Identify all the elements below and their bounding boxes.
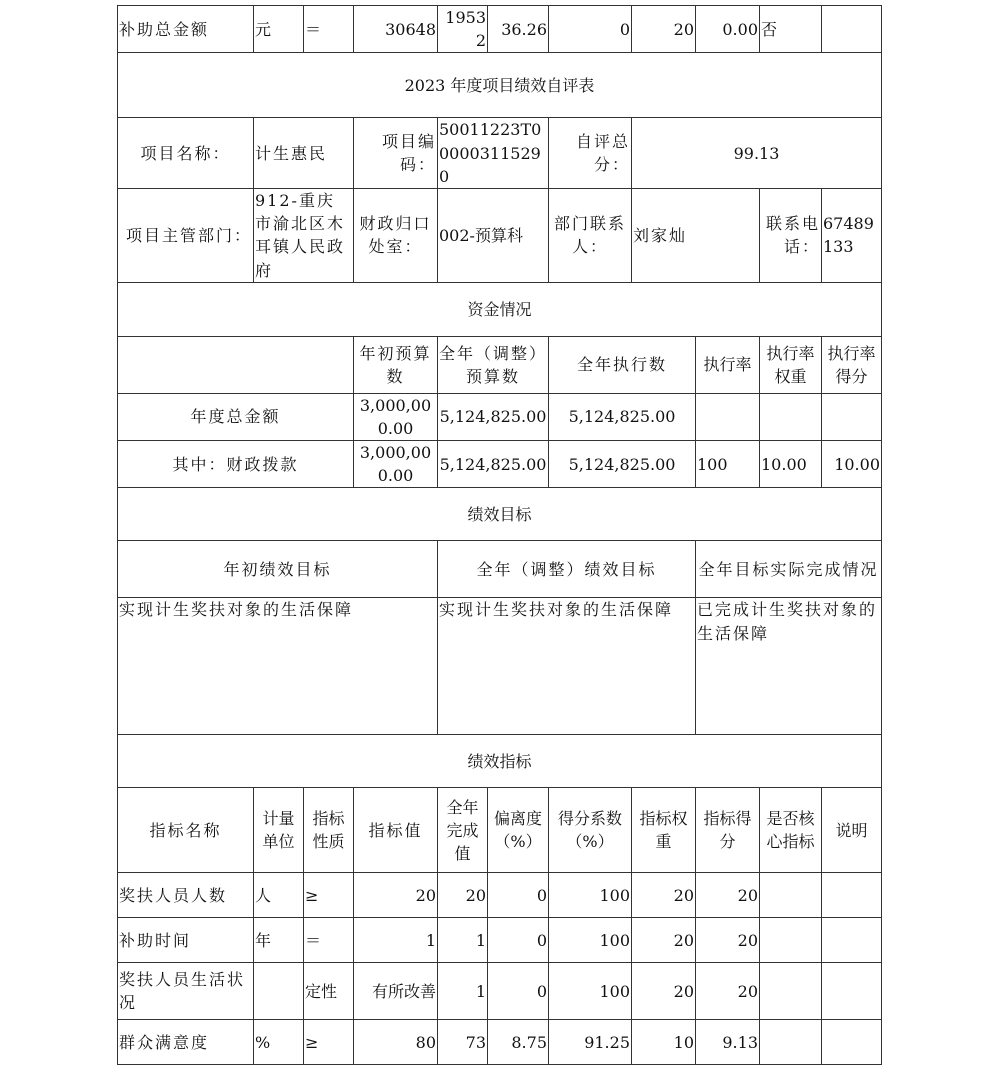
dept-value: 912-重庆市渝北区木耳镇人民政府 bbox=[254, 188, 354, 282]
ind-note bbox=[822, 963, 882, 1020]
top-row-label: 补助总金额 bbox=[118, 6, 254, 53]
ind-nature: 定性 bbox=[304, 963, 354, 1020]
ind-nature: ≥ bbox=[304, 1020, 354, 1065]
goals-initial: 实现计生奖扶对象的生活保障 bbox=[118, 598, 438, 735]
ind-header-unit: 计量单位 bbox=[254, 788, 304, 873]
ind-coef: 91.25 bbox=[549, 1020, 632, 1065]
funds-header-blank bbox=[118, 336, 354, 393]
goals-adjusted: 实现计生奖扶对象的生活保障 bbox=[438, 598, 696, 735]
ind-header-nature: 指标性质 bbox=[304, 788, 354, 873]
ind-weight: 20 bbox=[632, 918, 696, 963]
funds-header-rate-score: 执行率得分 bbox=[822, 336, 882, 393]
ind-unit bbox=[254, 963, 304, 1020]
ind-target: 1 bbox=[354, 918, 438, 963]
top-row-nature: ＝ bbox=[304, 6, 354, 53]
ind-unit: 年 bbox=[254, 918, 304, 963]
project-name: 计生惠民 bbox=[254, 118, 354, 189]
ind-coef: 100 bbox=[549, 963, 632, 1020]
ind-note bbox=[822, 873, 882, 918]
ind-deviation: 0 bbox=[488, 963, 549, 1020]
funds-row-rate: 100 bbox=[696, 441, 760, 488]
ind-header-actual: 全年完成值 bbox=[438, 788, 488, 873]
ind-header-note: 说明 bbox=[822, 788, 882, 873]
ind-deviation: 8.75 bbox=[488, 1020, 549, 1065]
ind-score: 9.13 bbox=[696, 1020, 760, 1065]
ind-actual: 20 bbox=[438, 873, 488, 918]
goals-header-initial: 年初绩效目标 bbox=[118, 541, 438, 598]
funds-row-score bbox=[822, 393, 882, 440]
goals-header-adjusted: 全年（调整）绩效目标 bbox=[438, 541, 696, 598]
goals-section-title: 绩效目标 bbox=[118, 488, 882, 541]
table-title: 2023 年度项目绩效自评表 bbox=[118, 53, 882, 118]
ind-header-target: 指标值 bbox=[354, 788, 438, 873]
funds-row-adjusted: 5,124,825.00 bbox=[438, 393, 549, 440]
indicator-row bbox=[118, 1020, 882, 1065]
funds-section-title: 资金情况 bbox=[118, 282, 882, 336]
funds-row bbox=[118, 441, 882, 488]
ind-header-is-core: 是否核心指标 bbox=[760, 788, 822, 873]
ind-actual: 1 bbox=[438, 918, 488, 963]
ind-note bbox=[822, 1020, 882, 1065]
ind-score: 20 bbox=[696, 918, 760, 963]
ind-target: 80 bbox=[354, 1020, 438, 1065]
indicator-row bbox=[118, 963, 882, 1020]
indicator-row bbox=[118, 918, 882, 963]
ind-nature: ≥ bbox=[304, 873, 354, 918]
top-row-note bbox=[822, 6, 882, 53]
contact-label: 部门联系人： bbox=[549, 188, 632, 282]
ind-deviation: 0 bbox=[488, 918, 549, 963]
ind-coef: 100 bbox=[549, 873, 632, 918]
funds-header-adjusted: 全年（调整）预算数 bbox=[438, 336, 549, 393]
ind-is-core bbox=[760, 963, 822, 1020]
top-row-score: 0.00 bbox=[696, 6, 760, 53]
ind-header-score: 指标得分 bbox=[696, 788, 760, 873]
ind-weight: 20 bbox=[632, 963, 696, 1020]
ind-is-core bbox=[760, 873, 822, 918]
ind-header-deviation: 偏离度（%） bbox=[488, 788, 549, 873]
ind-name: 奖扶人员生活状况 bbox=[118, 963, 254, 1020]
ind-coef: 100 bbox=[549, 918, 632, 963]
ind-header-name: 指标名称 bbox=[118, 788, 254, 873]
phone-value: 67489133 bbox=[822, 188, 882, 282]
phone-label: 联系电话： bbox=[760, 188, 822, 282]
self-score: 99.13 bbox=[632, 118, 882, 189]
ind-unit: % bbox=[254, 1020, 304, 1065]
funds-row-weight bbox=[760, 393, 822, 440]
funds-row-adjusted: 5,124,825.00 bbox=[438, 441, 549, 488]
finance-office-value: 002-预算科 bbox=[438, 188, 549, 282]
funds-row-executed: 5,124,825.00 bbox=[549, 393, 696, 440]
indicator-row bbox=[118, 873, 882, 918]
top-row-unit: 元 bbox=[254, 6, 304, 53]
self-score-label: 自评总分： bbox=[549, 118, 632, 189]
top-row-deviation: 36.26 bbox=[488, 6, 549, 53]
project-name-label: 项目名称： bbox=[118, 118, 254, 189]
goals-header-actual: 全年目标实际完成情况 bbox=[696, 541, 882, 598]
indicators-section-title: 绩效指标 bbox=[118, 735, 882, 788]
funds-header-executed: 全年执行数 bbox=[549, 336, 696, 393]
dept-label: 项目主管部门： bbox=[118, 188, 254, 282]
funds-row-executed: 5,124,825.00 bbox=[549, 441, 696, 488]
ind-nature: ＝ bbox=[304, 918, 354, 963]
ind-score: 20 bbox=[696, 873, 760, 918]
top-row bbox=[118, 6, 882, 53]
ind-unit: 人 bbox=[254, 873, 304, 918]
top-row-weight: 20 bbox=[632, 6, 696, 53]
funds-header-initial: 年初预算数 bbox=[354, 336, 438, 393]
ind-name: 补助时间 bbox=[118, 918, 254, 963]
ind-name: 群众满意度 bbox=[118, 1020, 254, 1065]
ind-actual: 73 bbox=[438, 1020, 488, 1065]
funds-row-label: 年度总金额 bbox=[118, 393, 354, 440]
finance-office-label: 财政归口处室： bbox=[354, 188, 438, 282]
contact-value: 刘家灿 bbox=[632, 188, 760, 282]
top-row-target: 30648 bbox=[354, 6, 438, 53]
ind-target: 20 bbox=[354, 873, 438, 918]
performance-table bbox=[117, 5, 882, 1065]
top-row-is-core: 否 bbox=[760, 6, 822, 53]
top-row-coef: 0 bbox=[549, 6, 632, 53]
funds-row-weight: 10.00 bbox=[760, 441, 822, 488]
ind-target: 有所改善 bbox=[354, 963, 438, 1020]
goals-actual: 已完成计生奖扶对象的生活保障 bbox=[696, 598, 882, 735]
funds-row-rate bbox=[696, 393, 760, 440]
ind-deviation: 0 bbox=[488, 873, 549, 918]
ind-score: 20 bbox=[696, 963, 760, 1020]
funds-row-initial: 3,000,000.00 bbox=[354, 441, 438, 488]
top-row-actual: 19532 bbox=[438, 6, 488, 53]
project-code-label: 项目编码： bbox=[354, 118, 438, 189]
ind-name: 奖扶人员人数 bbox=[118, 873, 254, 918]
ind-is-core bbox=[760, 1020, 822, 1065]
ind-is-core bbox=[760, 918, 822, 963]
funds-row-score: 10.00 bbox=[822, 441, 882, 488]
funds-row bbox=[118, 393, 882, 440]
ind-weight: 20 bbox=[632, 873, 696, 918]
funds-header-rate: 执行率 bbox=[696, 336, 760, 393]
ind-actual: 1 bbox=[438, 963, 488, 1020]
funds-row-initial: 3,000,000.00 bbox=[354, 393, 438, 440]
ind-header-coef: 得分系数（%） bbox=[549, 788, 632, 873]
funds-row-label: 其中：财政拨款 bbox=[118, 441, 354, 488]
project-code: 50011223T000003115290 bbox=[438, 118, 549, 189]
ind-weight: 10 bbox=[632, 1020, 696, 1065]
ind-header-weight: 指标权重 bbox=[632, 788, 696, 873]
ind-note bbox=[822, 918, 882, 963]
funds-header-rate-weight: 执行率权重 bbox=[760, 336, 822, 393]
